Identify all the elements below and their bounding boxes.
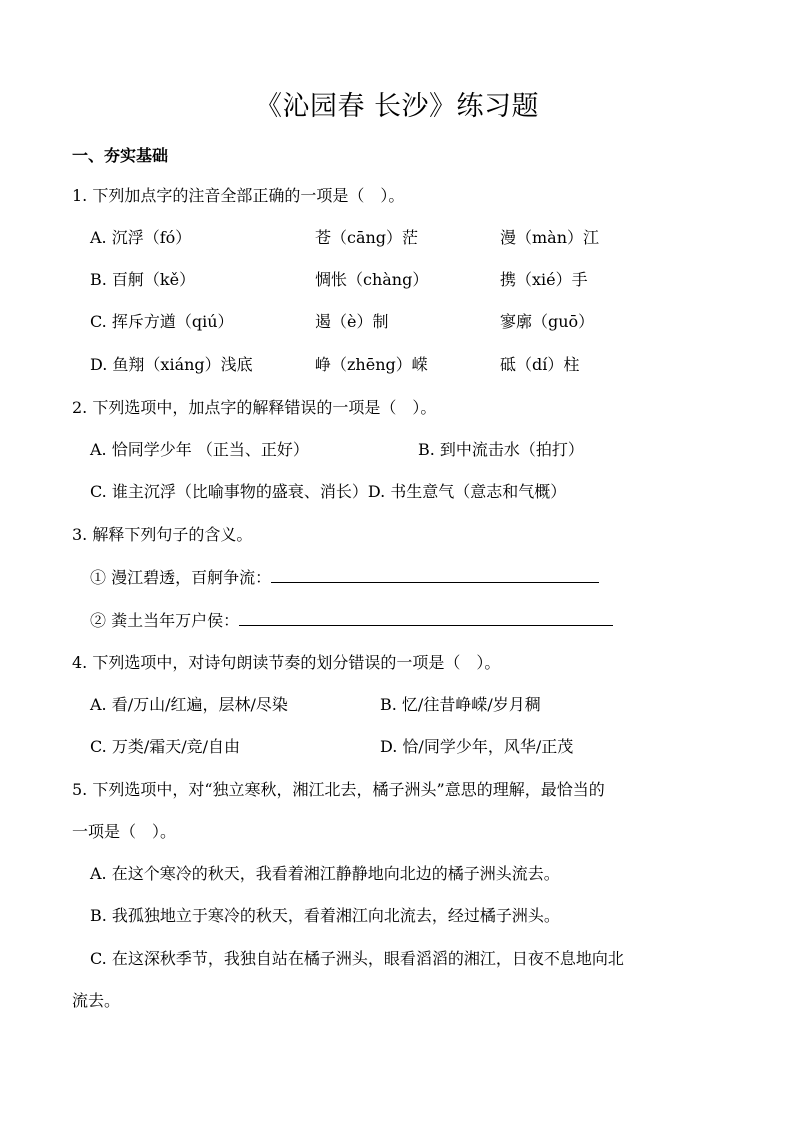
q2-option-a: A. 恰同学少年 （正当、正好） bbox=[90, 440, 309, 459]
q4-option-a: A. 看/万山/红遍，层林/尽染 bbox=[90, 695, 288, 714]
question-3-stem: 3. 解释下列句子的含义。 bbox=[72, 525, 253, 544]
q4-option-d: D. 恰/同学少年，风华/正茂 bbox=[380, 737, 574, 756]
section-heading: 一、夯实基础 bbox=[72, 146, 169, 165]
q1-option-a-word2: 苍（cāng）茫 bbox=[315, 228, 419, 247]
q5-option-a: A. 在这个寒冷的秋天，我看着湘江静静地向北边的橘子洲头流去。 bbox=[90, 864, 560, 883]
q1-option-a-word3: 漫（màn）江 bbox=[500, 228, 600, 247]
q1-option-d: D. 鱼翔（xiáng）浅底 bbox=[90, 355, 253, 374]
answer-blank-1[interactable] bbox=[271, 566, 599, 583]
q3-sentence-2-text: ② 粪土当年万户侯： bbox=[90, 611, 240, 630]
answer-blank-2[interactable] bbox=[239, 609, 613, 626]
question-5-stem-line2: 一项是（ ）。 bbox=[72, 822, 177, 841]
q1-option-b-word3: 携（xié）手 bbox=[500, 270, 588, 289]
q3-sentence-1 bbox=[90, 566, 599, 590]
q5-option-b: B. 我孤独地立于寒冷的秋天，看着湘江向北流去，经过橘子洲头。 bbox=[90, 906, 560, 925]
q1-option-d-word2: 峥（zhēng）嵘 bbox=[315, 355, 428, 374]
q1-option-b-word2: 惆怅（chàng） bbox=[315, 270, 429, 289]
q1-option-a: A. 沉浮（fó） bbox=[90, 228, 192, 247]
q5-option-c-line2: 流去。 bbox=[72, 991, 121, 1010]
question-1-stem: 1. 下列加点字的注音全部正确的一项是（ ）。 bbox=[72, 186, 405, 205]
q1-option-b: B. 百舸（kě） bbox=[90, 270, 196, 289]
q2-option-b: B. 到中流击水（拍打） bbox=[418, 440, 584, 459]
q4-option-c: C. 万类/霜天/竞/自由 bbox=[90, 737, 241, 756]
page-title: 《沁园春 长沙》练习题 bbox=[254, 91, 540, 122]
q3-sentence-1-text: ① 漫江碧透，百舸争流： bbox=[90, 568, 272, 587]
q1-option-c-word3: 寥廓（guō） bbox=[500, 312, 595, 331]
q5-option-c-line1: C. 在这深秋季节，我独自站在橘子洲头，眼看滔滔的湘江，日夜不息地向北 bbox=[90, 949, 624, 968]
q1-option-c: C. 挥斥方遒（qiú） bbox=[90, 312, 234, 331]
question-4-stem: 4. 下列选项中，对诗句朗读节奏的划分错误的一项是（ ）。 bbox=[72, 653, 501, 672]
q2-option-cd: C. 谁主沉浮（比喻事物的盛衰、消长）D. 书生意气（意志和气概） bbox=[90, 482, 567, 501]
q4-option-b: B. 忆/往昔峥嵘/岁月稠 bbox=[380, 695, 541, 714]
question-2-stem: 2. 下列选项中，加点字的解释错误的一项是（ ）。 bbox=[72, 398, 437, 417]
question-5-stem-line1: 5. 下列选项中，对“独立寒秋，湘江北去，橘子洲头”意思的理解，最恰当的 bbox=[72, 780, 605, 799]
q3-sentence-2 bbox=[90, 609, 613, 633]
q1-option-d-word3: 砥（dí）柱 bbox=[500, 355, 580, 374]
q1-option-c-word2: 遏（è）制 bbox=[315, 312, 389, 331]
